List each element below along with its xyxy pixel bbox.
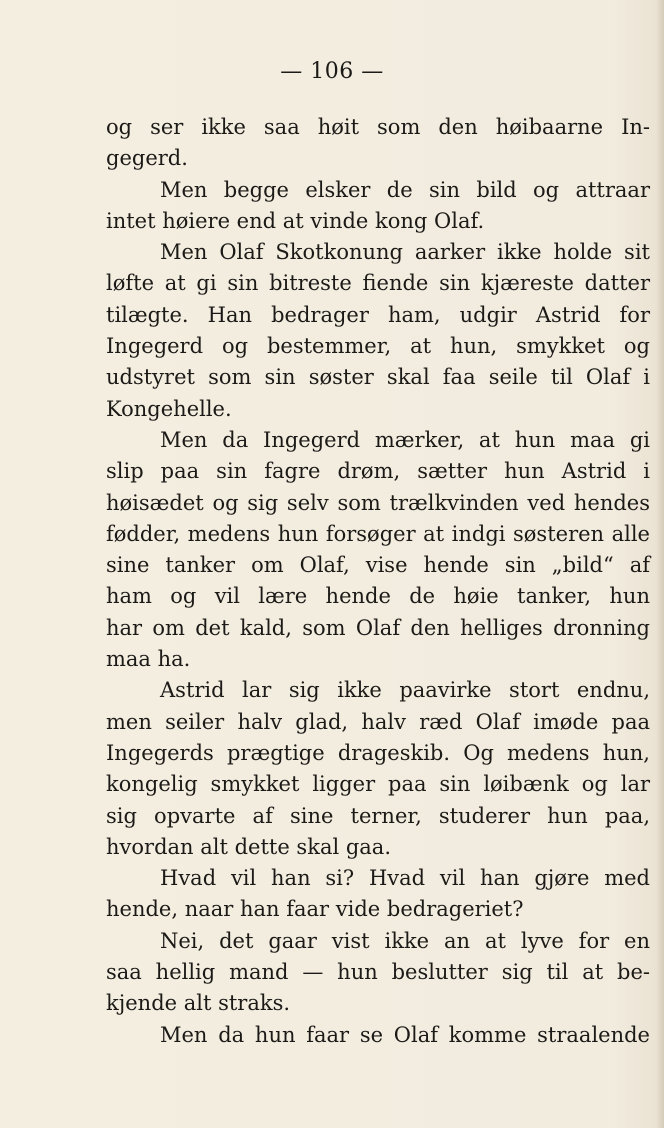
text-line: sig opvarte af sine terner, studerer hun paa, [106, 803, 650, 828]
text-line: Men begge elsker de sin bild og attraar [160, 177, 650, 202]
text-line: tilægte. Han bedrager ham, udgir Astrid for [106, 302, 650, 327]
text-line: Hvad vil han si? Hvad vil han gjøre med [160, 866, 650, 891]
text-line: maa ha. [106, 647, 191, 672]
text-line: slip paa sin fagre drøm, sætter hun Astrid i [106, 459, 650, 484]
text-line: løfte at gi sin bitreste fiende sin kjæreste datter [106, 271, 650, 296]
page-edge-shadow [656, 0, 664, 1128]
text-line: Men Olaf Skotkonung aarker ikke holde sit [160, 240, 650, 265]
text-line: høisædet og sig selv som trælkvinden ved hendes [106, 490, 650, 515]
text-line: saa hellig mand — hun beslutter sig til at be- [106, 960, 650, 985]
text-line: ham og vil lære hende de høie tanker, hun [106, 584, 650, 609]
text-line: intet høiere end at vinde kong Olaf. [106, 208, 485, 233]
text-line: Men da Ingegerd mærker, at hun maa gi [160, 427, 650, 452]
text-line: udstyret som sin søster skal faa seile til Olaf i [106, 365, 650, 390]
body-text [106, 112, 650, 1051]
text-line: hende, naar han faar vide bedrageriet? [106, 897, 524, 922]
text-line: sine tanker om Olaf, vise hende sin „bild“ af [106, 553, 650, 578]
text-line: Ingegerds prægtige drageskib. Og medens hun, [106, 740, 650, 765]
text-line: gegerd. [106, 146, 188, 171]
text-line: Men da hun faar se Olaf komme straalende [160, 1022, 650, 1047]
text-line: og ser ikke saa høit som den høibaarne In- [106, 115, 650, 139]
page-number: — 106 — [280, 59, 384, 84]
text-line: fødder, medens hun forsøger at indgi søsteren alle [106, 521, 650, 546]
text-line: Nei, det gaar vist ikke an at lyve for en [160, 928, 650, 953]
text-line: men seiler halv glad, halv ræd Olaf imøde paa [106, 709, 650, 734]
text-line: Astrid lar sig ikke paavirke stort endnu, [160, 678, 650, 703]
text-line: Ingegerd og bestemmer, at hun, smykket og [106, 334, 650, 359]
text-line: kjende alt straks. [106, 991, 291, 1016]
text-line: Kongehelle. [106, 396, 232, 421]
text-line: kongelig smykket ligger paa sin løibænk og lar [106, 772, 650, 797]
text-line: har om det kald, som Olaf den helliges dronning [106, 615, 650, 640]
text-line: hvordan alt dette skal gaa. [106, 834, 392, 859]
